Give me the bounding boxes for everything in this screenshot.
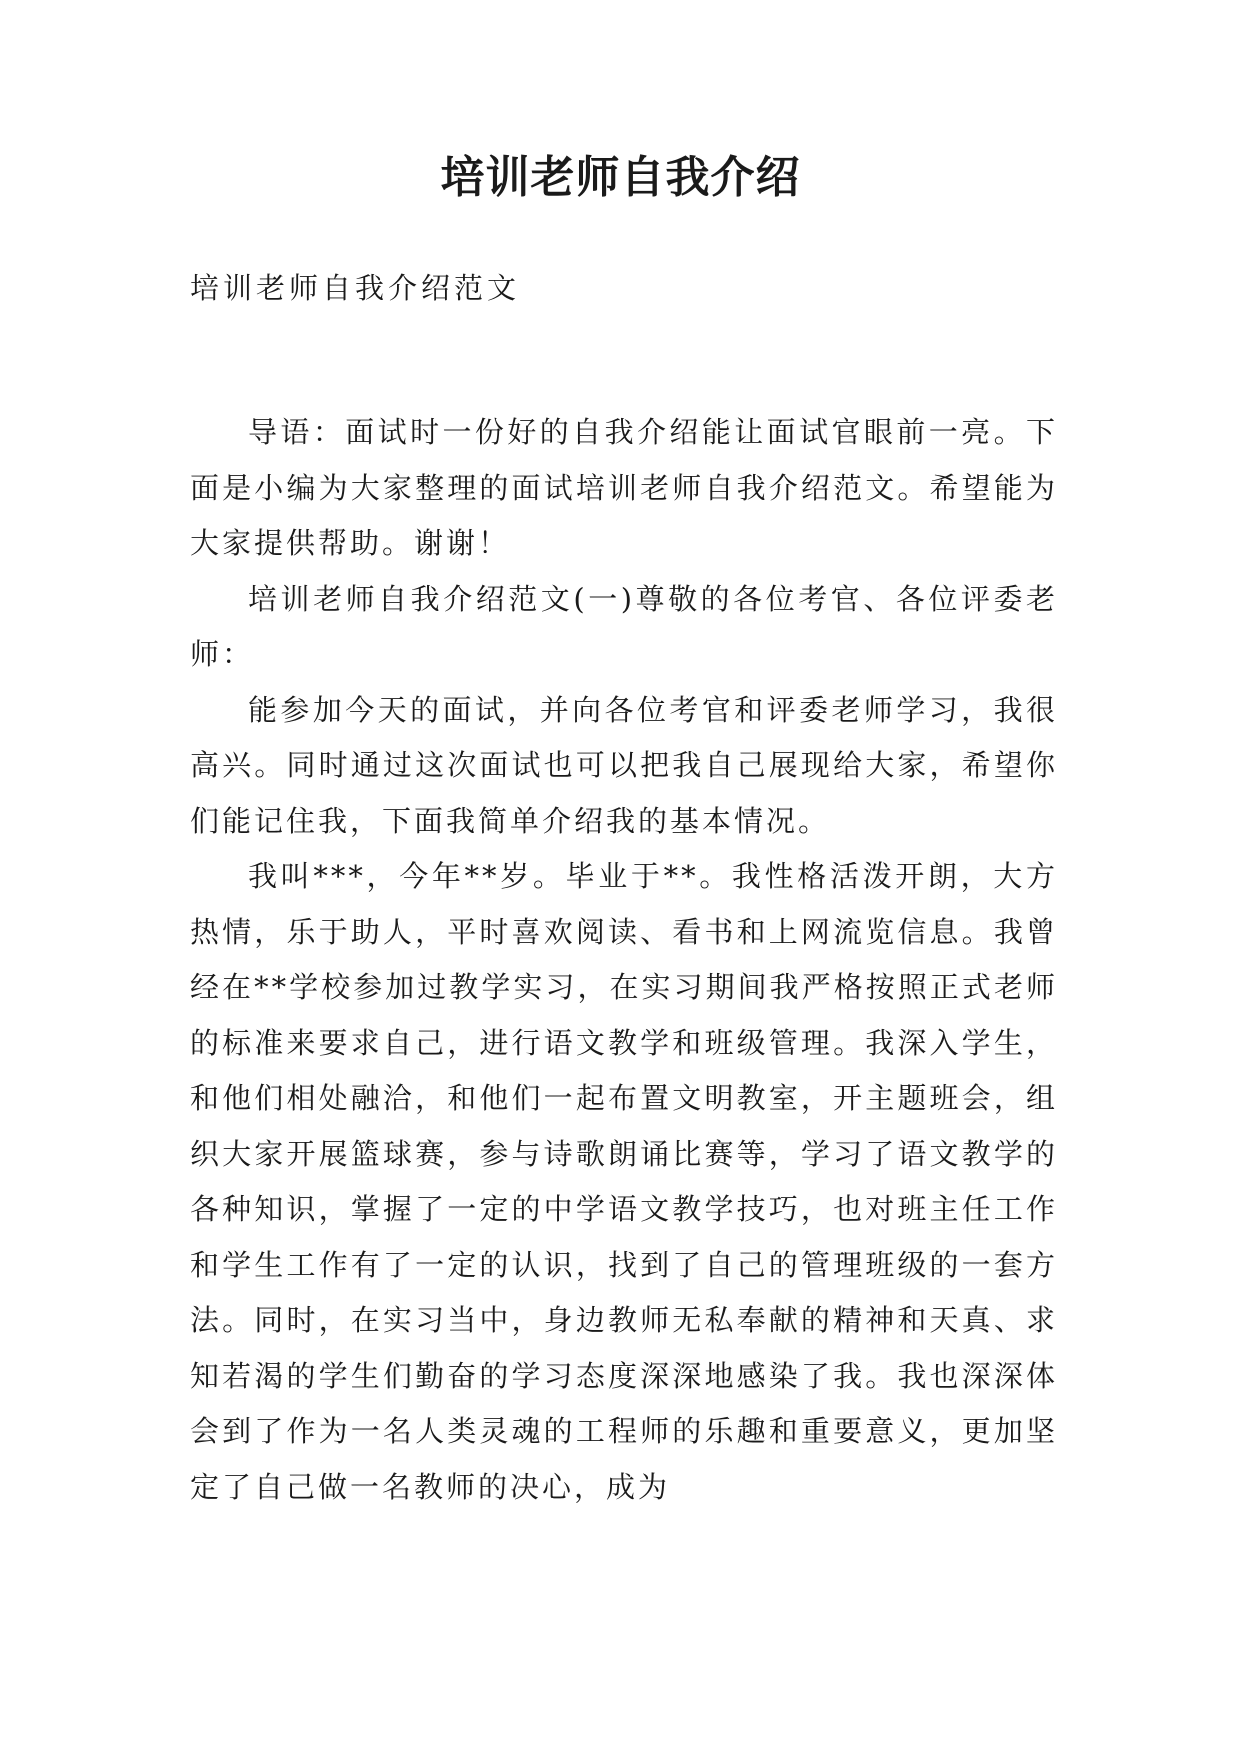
- document-subtitle: 培训老师自我介绍范文: [190, 271, 521, 305]
- paragraph-opening: 能参加今天的面试，并向各位考官和评委老师学习，我很高兴。同时通过这次面试也可以把我自己展现给大家，希望你们能记住我，下面我简单介绍我的基本情况。: [190, 692, 1058, 838]
- document-body: [190, 405, 1058, 1515]
- paragraph-intro: 导语：面试时一份好的自我介绍能让面试官眼前一亮。下面是小编为大家整理的面试培训老师自我介绍范文。希望能为大家提供帮助。谢谢！: [190, 415, 1058, 560]
- document-title: 培训老师自我介绍: [440, 152, 801, 203]
- paragraph-greeting: 培训老师自我介绍范文(一)尊敬的各位考官、各位评委老师：: [190, 581, 1058, 671]
- paragraph-background: 我叫***，今年**岁。毕业于**。我性格活泼开朗，大方热情，乐于助人，平时喜欢阅读、看书和上网流览信息。我曾经在**学校参加过教学实习，在实习期间我严格按照正式老师的标准来要求自己，进行语文教学和班级管理。我深入学生，和他们相处融洽，和他们一起布置文明教室，开主题班会，组织大家开展篮球赛，参与诗歌朗诵比赛等，学习了语文教学的各种知识，掌握了一定的中学语文教学技巧，也对班主任工作和学生工作有了一定的认识，找到了自己的管理班级的一套方法。同时，在实习当中，身边教师无私奉献的精神和天真、求知若渴的学生们勤奋的学习态度深深地感染了我。我也深深体会到了作为一名人类灵魂的工程师的乐趣和重要意义，更加坚定了自己做一名教师的决心，成为: [190, 859, 1058, 1504]
